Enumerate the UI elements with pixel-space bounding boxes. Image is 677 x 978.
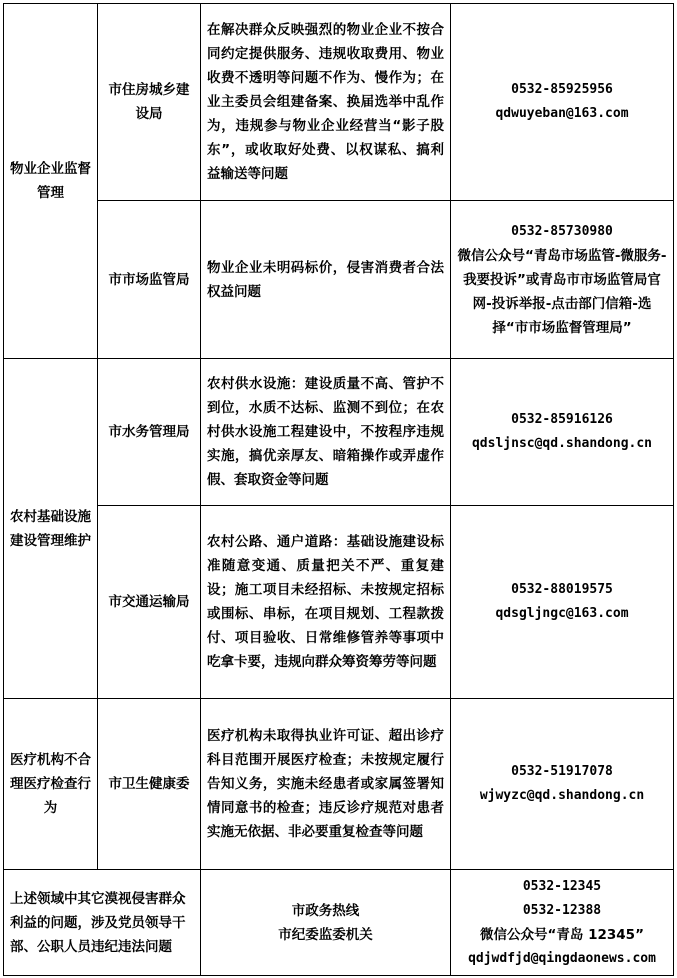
contact-phone: 0532-85730980 xyxy=(511,223,613,239)
department-cell xyxy=(98,359,201,506)
supervision-table xyxy=(3,3,674,976)
contact-phone: 0532-85916126 xyxy=(511,412,613,427)
domain-cell xyxy=(4,870,201,976)
contact-phone: 0532-88019575 xyxy=(511,582,613,597)
table-row xyxy=(4,4,674,201)
department-cell xyxy=(98,506,201,699)
domain-label: 上述领域中其它漠视侵害群众利益的问题，涉及党员领导干部、公职人员违纪违法问题 xyxy=(10,890,186,955)
problem-cell xyxy=(201,4,451,201)
department-name: 市政务热线 xyxy=(291,902,360,919)
department-cell xyxy=(98,201,201,359)
department-name: 市市场监管局 xyxy=(108,271,190,288)
contact-cell xyxy=(451,870,674,976)
table-row xyxy=(4,359,674,506)
contact-channel: 微信公众号“青岛市场监管-微服务-我要投诉”或青岛市市场监管局官网-投诉举报-点击部门信箱-选择“市市场监督管理局” xyxy=(457,247,667,336)
table-row xyxy=(4,699,674,870)
department-name: 市交通运输局 xyxy=(108,594,190,610)
contact-email: qdwuyeban@163.com xyxy=(495,106,629,121)
domain-label: 农村基础设施建设管理维护 xyxy=(10,508,91,549)
department-cell xyxy=(98,699,201,870)
contact-cell xyxy=(451,4,674,201)
contact-email: qdjwdfjd@qingdaonews.com xyxy=(468,950,656,966)
department-name: 市住房城乡建设局 xyxy=(108,82,190,122)
problem-text: 医疗机构未取得执业许可证、超出诊疗科目范围开展医疗检查；未按规定履行告知义务，实施未经患者或家属签署知情同意书的检查；违反诊疗规范对患者实施无依据、非必要重复检查等问题 xyxy=(207,728,444,840)
problem-text: 农村公路、通户道路：基础设施建设标准随意变通、质量把关不严、重复建设；施工项目未经招标、未按规定招标或围标、串标，在项目规划、工程款拨付、项目验收、日常维修管养等事项中吃拿卡要，违规向群众筹资筹劳等问题 xyxy=(207,534,444,670)
department-name: 市纪委监委机关 xyxy=(278,926,373,943)
table-row xyxy=(4,506,674,699)
contact-email: wjwyzc@qd.shandong.cn xyxy=(479,788,645,803)
problem-text: 农村供水设施：建设质量不高、管护不到位，水质不达标、监测不到位；在农村供水设施工程建设中，不按程序违规实施，搞优亲厚友、暗箱操作或弄虚作假、套取资金等问题 xyxy=(207,376,444,488)
contact-cell xyxy=(451,359,674,506)
contact-channel: 微信公众号“青岛 12345” xyxy=(480,926,644,943)
domain-label: 物业企业监督管理 xyxy=(10,161,91,201)
contact-email: qdsljnsc@qd.shandong.cn xyxy=(471,436,652,451)
problem-text: 在解决群众反映强烈的物业企业不按合同约定提供服务、违规收取费用、物业收费不透明等问题不作为、慢作为；在业主委员会组建备案、换届选举中乱作为，违规参与物业企业经营当“影子股东”，或收取好处费、以权谋私、搞利益输送等问题 xyxy=(207,22,444,182)
table-row xyxy=(4,870,674,976)
domain-label: 医疗机构不合理医疗检查行为 xyxy=(10,752,91,816)
department-name: 市水务管理局 xyxy=(108,424,190,440)
contact-phone: 0532-12345 xyxy=(522,878,602,894)
department-cell xyxy=(201,870,451,976)
problem-cell xyxy=(201,359,451,506)
domain-cell xyxy=(4,4,98,359)
table-row xyxy=(4,201,674,359)
problem-cell xyxy=(201,201,451,359)
contact-email: qdsgljngc@163.com xyxy=(495,606,629,621)
contact-phone: 0532-12388 xyxy=(522,902,602,918)
problem-cell xyxy=(201,506,451,699)
domain-cell xyxy=(4,699,98,870)
problem-cell xyxy=(201,699,451,870)
department-name: 市卫生健康委 xyxy=(108,776,190,792)
contact-phone: 0532-51917078 xyxy=(511,764,613,779)
domain-cell xyxy=(4,359,98,699)
contact-cell xyxy=(451,506,674,699)
contact-cell xyxy=(451,201,674,359)
department-cell xyxy=(98,4,201,201)
contact-cell xyxy=(451,699,674,870)
problem-text: 物业企业未明码标价，侵害消费者合法权益问题 xyxy=(207,259,444,300)
contact-phone: 0532-85925956 xyxy=(511,82,613,97)
